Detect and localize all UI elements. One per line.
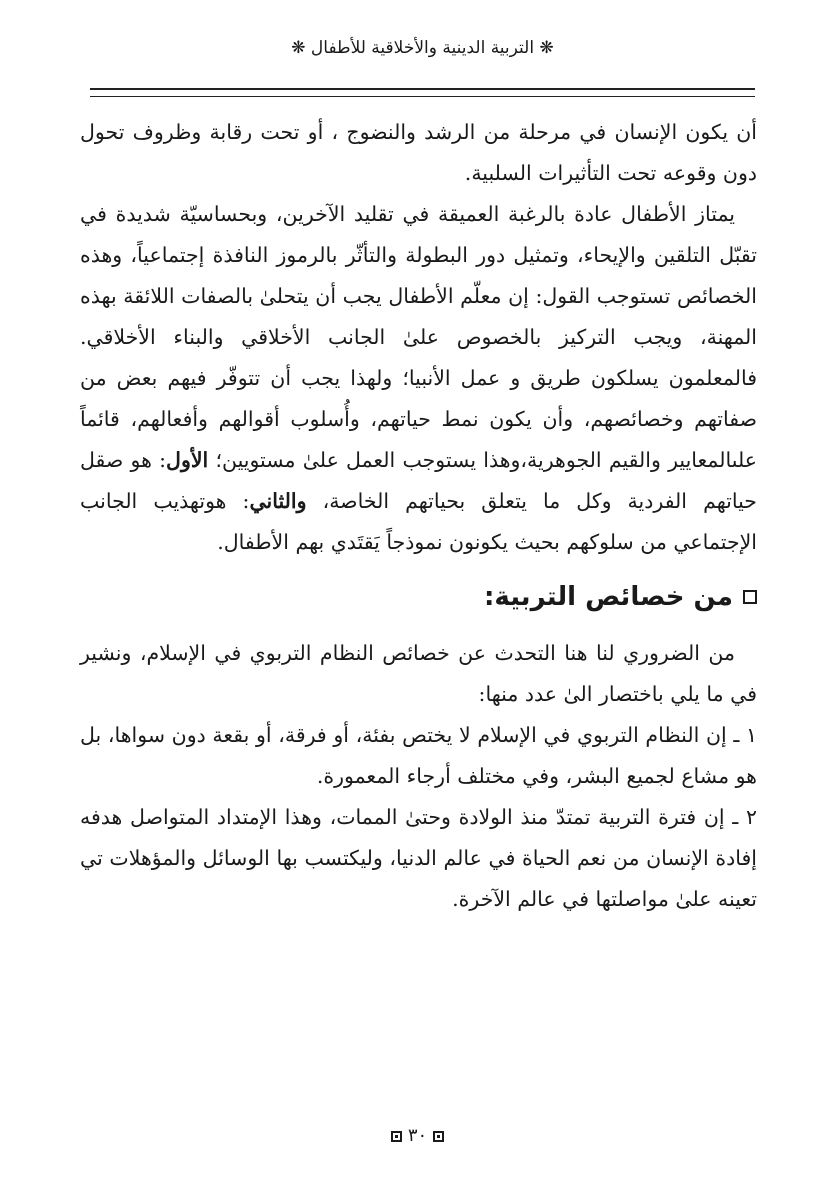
header-rule-thin [90,96,755,97]
first-level-label: الأول [166,448,209,472]
paragraph-teachers-text-1: يمتاز الأطفال عادة بالرغبة العميقة في تقليد الآخرين، وبحساسيّة شديدة في تقبّل التلقين والإيحاء، وتمثيل دور البطولة والتأثّر بالرموز النافذة إجتماعياً، وهذه الخصائص تستوجب القول: إن معلّم الأطفال يجب أن يتحلىٰ بالصفات اللائقة بهذه المهنة، ويجب التركيز بالخصوص علىٰ الجانب الأخلاقي والبناء الأخلاقي. فالمعلمون يسلكون طريق و عمل الأنبيا؛ ولهذا يجب أن تتوفّر فيهم بعض من صفاتهم وخصائصهم، وأن يكون نمط حياتهم، وأُسلوب أقوالهم وأفعالهم، قائماً علىالمعايير والقيم الجوهرية،وهذا يستوجب العمل علىٰ مستويين؛ [80,202,757,472]
section-heading-text: من خصائص التربية: [484,582,733,612]
paragraph-teachers [80,194,757,563]
list-item-1: ١ ـ إن النظام التربوي في الإسلام لا يختص بفئة، أو فرقة، أو بقعة دون سواها، بل هو مشاع لجميع البشر، وفي مختلف أرجاء المعمورة. [80,723,757,788]
paragraph-continuation: أن يكون الإنسان في مرحلة من الرشد والنضوج ، أو تحت رقابة وظروف تحول دون وقوعه تحت التأثيرات السلبية. [80,120,757,185]
list-item-2: ٢ ـ إن فترة التربية تمتدّ منذ الولادة وحتىٰ الممات، وهذا الإمتداد المتواصل هدفه إفادة الإنسان من نعم الحياة في عالم الدنيا، وليكتسب بها الوسائل والمؤهلات تي تعينه علىٰ مواصلتها في عالم الآخرة. [80,805,757,911]
body-text [80,112,757,920]
second-level-label: والثاني [249,489,307,513]
page-number-right-ornament-icon [391,1131,402,1142]
page-number-text: ٣٠ [407,1125,428,1146]
page-number-left-ornament-icon [433,1131,444,1142]
header-rule-thick [90,88,755,90]
square-bullet-icon [743,590,757,604]
section-heading [80,575,757,619]
paragraph-teachers-text-2: : هو صقل حياتهم الفردية وكل ما يتعلق بحياتهم الخاصة، [80,448,757,513]
paragraph-teachers-text-3: : هوتهذيب الجانب الإجتماعي من سلوكهم بحيث يكونون نموذجاً يَقتَدي بهم الأطفال. [80,489,757,554]
section-intro: من الضروري لنا هنا التحدث عن خصائص النظام التربوي في الإسلام، ونشير في ما يلي باختصار الىٰ عدد منها: [80,641,757,706]
running-header: ❋ التربية الدينية والأخلاقية للأطفال ❋ [291,38,554,58]
page-number [0,1124,835,1148]
